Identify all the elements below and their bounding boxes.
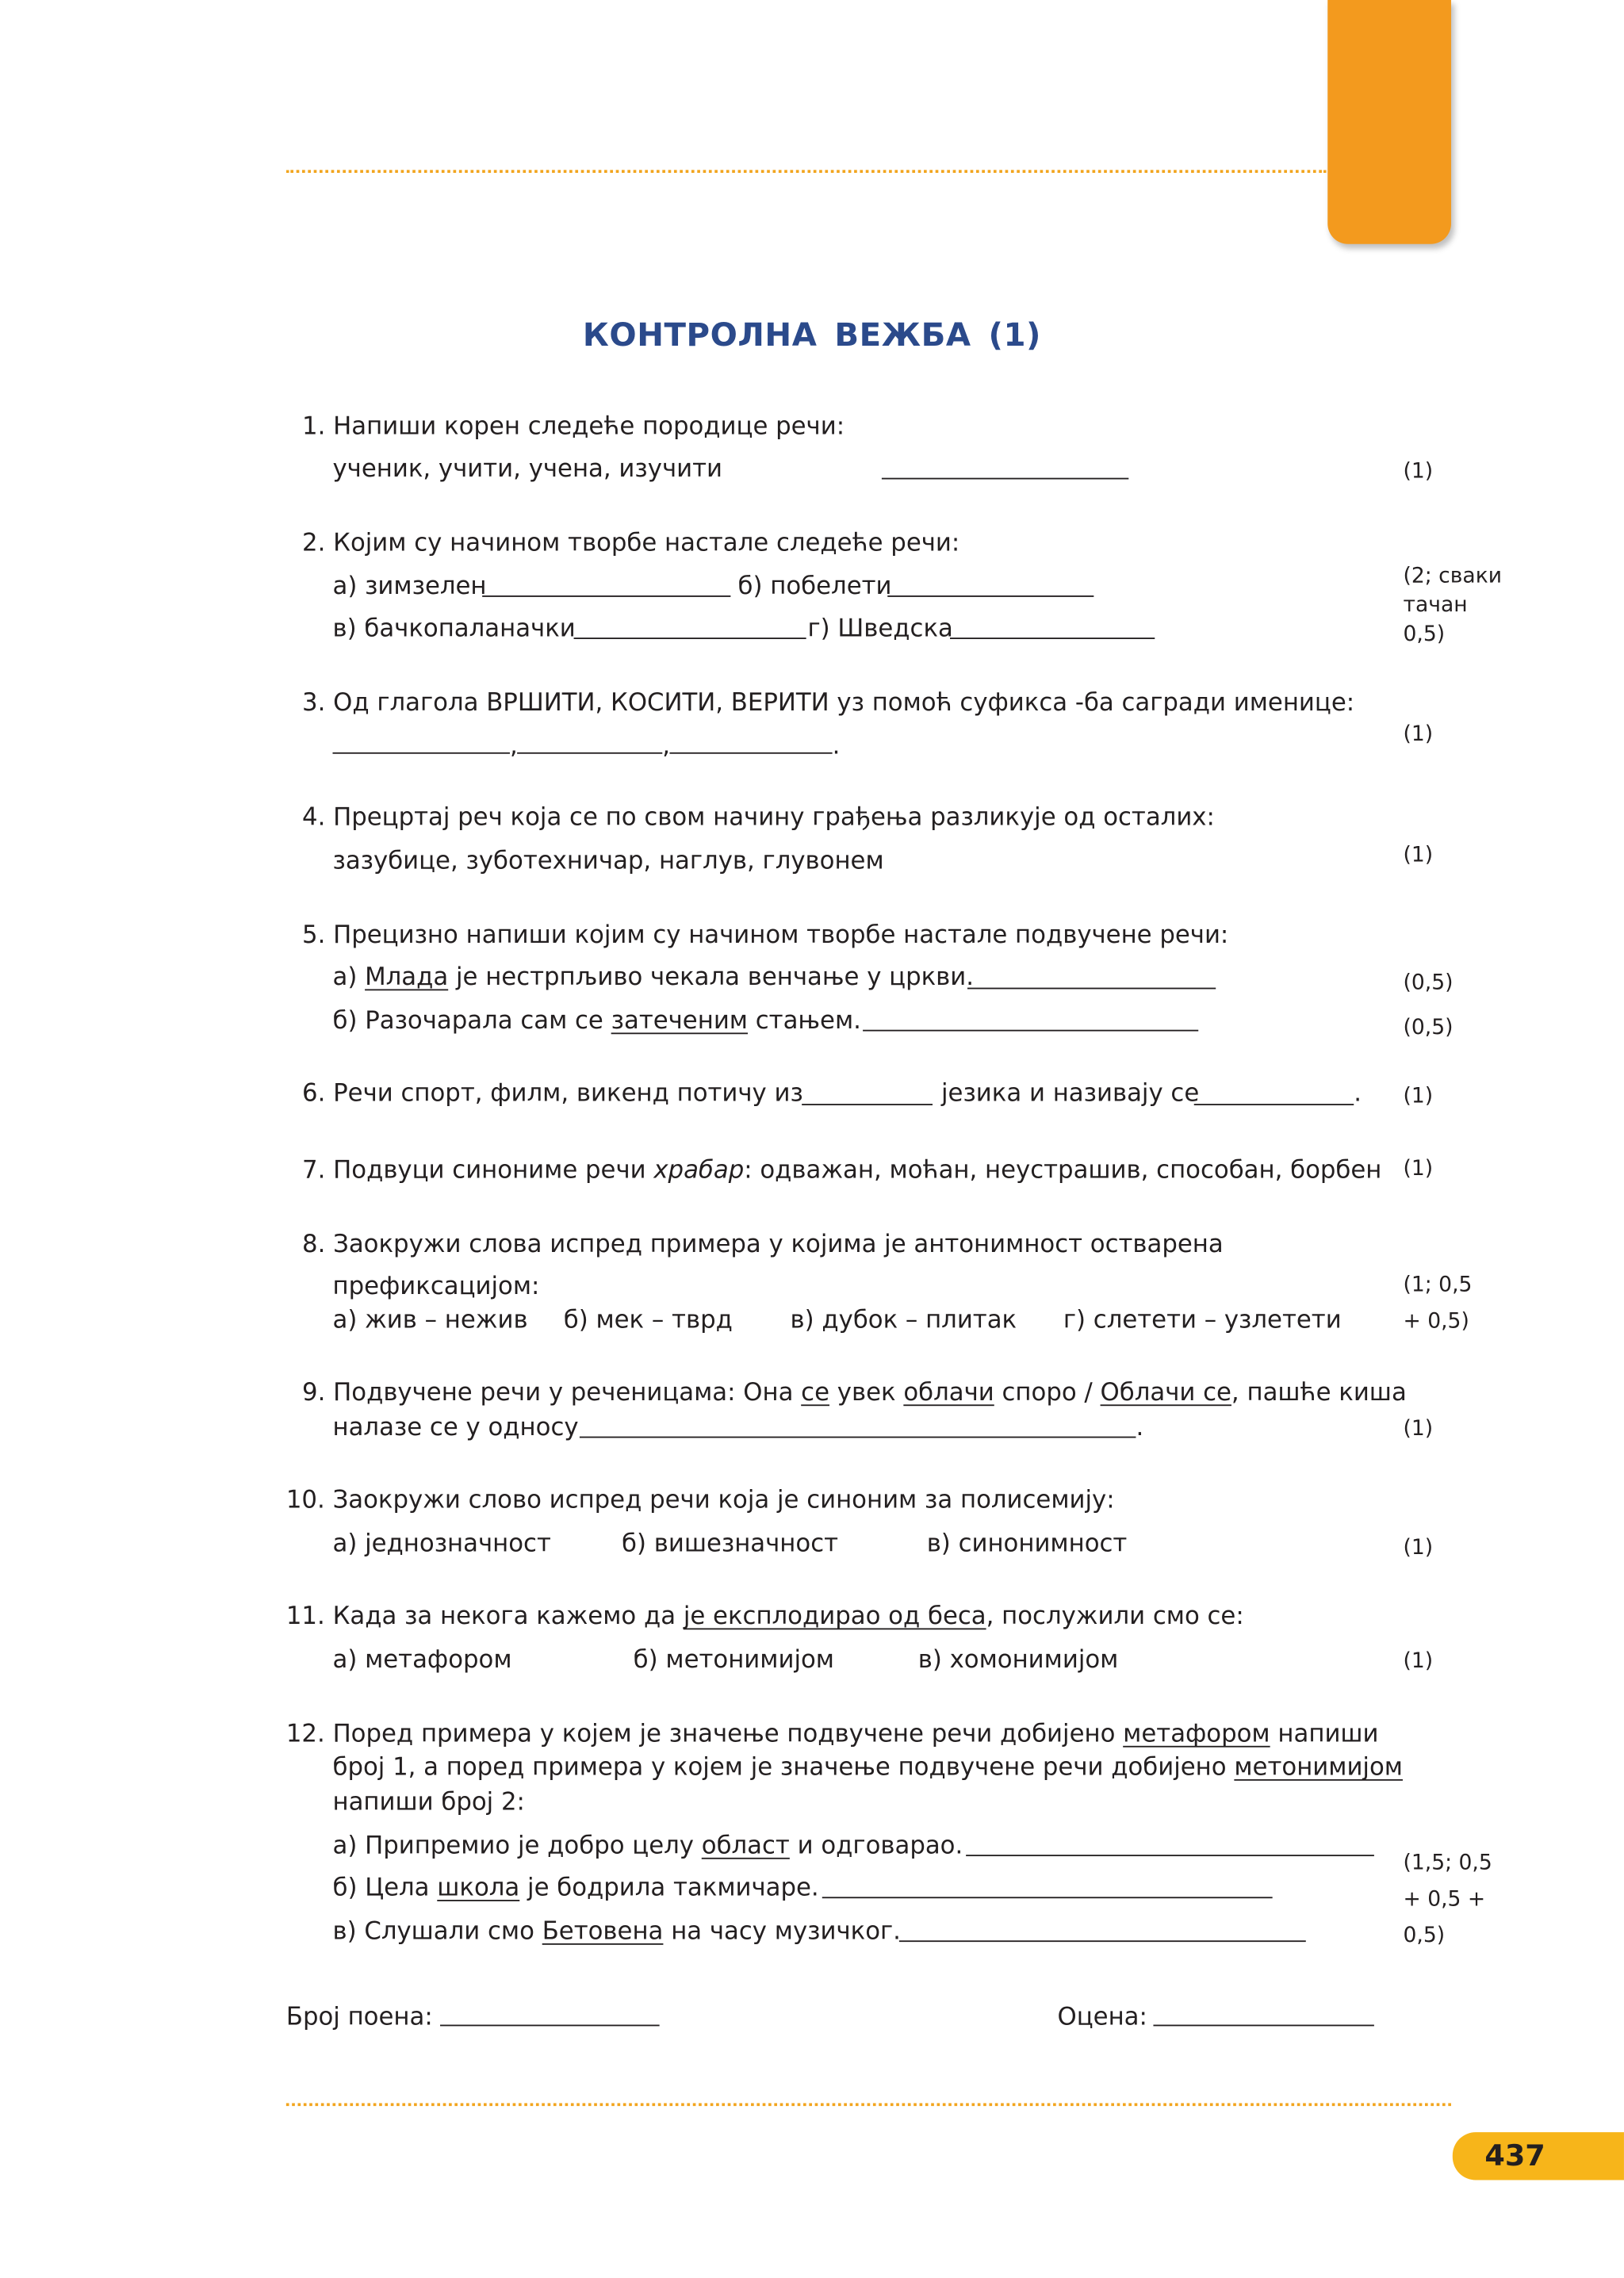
q3-blank-2[interactable]: [517, 752, 662, 754]
q2-points-3: 0,5): [1403, 622, 1446, 647]
q7-points: (1): [1403, 1157, 1434, 1181]
q2-blank-v[interactable]: [574, 637, 806, 639]
q2-blank-g[interactable]: [950, 637, 1155, 639]
top-dotted-rule: [286, 170, 1327, 173]
q5-blank-a[interactable]: [967, 988, 1216, 990]
q11-option-v[interactable]: в) хомонимијом: [917, 1644, 1119, 1674]
q12-text-line3: напиши број 2:: [332, 1786, 525, 1816]
q4-points: (1): [1403, 844, 1434, 867]
q8-text-line2: префиксацијом:: [332, 1270, 540, 1300]
q11-option-a[interactable]: а) метафором: [332, 1644, 512, 1674]
q12-points-3: 0,5): [1403, 1924, 1446, 1948]
q8-points-2: + 0,5): [1403, 1310, 1469, 1334]
q2-text: 2. Којим су начином творбе настале следеће речи:: [302, 526, 960, 557]
q12-points-2: + 0,5 +: [1403, 1888, 1486, 1912]
q9-blank[interactable]: [580, 1437, 1136, 1438]
q10-points: (1): [1403, 1537, 1434, 1560]
q8-points-1: (1; 0,5: [1403, 1273, 1473, 1297]
q5-points-a: (0,5): [1403, 971, 1454, 995]
q5-sentence-b: б) Разочарала сам се затеченим стањем.: [332, 1005, 861, 1035]
q6-blank-1[interactable]: [802, 1104, 933, 1105]
page-title: КОНТРОЛНА ВЕЖБА (1): [582, 318, 1042, 354]
q8-option-b[interactable]: б) мек – тврд: [563, 1304, 733, 1334]
q9-points: (1): [1403, 1417, 1434, 1441]
q8-option-v[interactable]: в) дубок – плитак: [790, 1304, 1017, 1334]
q1-words: ученик, учити, учена, изучити: [332, 453, 722, 483]
q12-blank-a[interactable]: [966, 1855, 1374, 1856]
q2-points-2: тачан: [1403, 594, 1468, 618]
page-number: 437: [1484, 2138, 1545, 2173]
q9-text: 9. Подвучене речи у реченицама: Она се увек облачи споро / Облачи се, пашће киша: [302, 1376, 1407, 1407]
q5-points-b: (0,5): [1403, 1016, 1454, 1040]
q10-option-b[interactable]: б) вишезначност: [622, 1528, 839, 1557]
q5-blank-b[interactable]: [863, 1030, 1198, 1032]
q3-comma-2: ,: [662, 730, 671, 760]
q10-option-v[interactable]: в) синонимност: [926, 1528, 1128, 1557]
q11-option-b[interactable]: б) метонимијом: [633, 1644, 834, 1674]
q3-period: .: [832, 730, 841, 760]
q12-sentence-v: в) Слушали смо Бетовена на часу музичког.: [332, 1916, 901, 1945]
q10-option-a[interactable]: а) једнозначност: [332, 1528, 551, 1557]
q2-option-v: в) бачкопаланачки: [332, 613, 576, 642]
q5-sentence-a: а) Млада је нестрпљиво чекала венчање у цркви.: [332, 961, 975, 991]
q12-points-1: (1,5; 0,5: [1403, 1851, 1492, 1875]
score-field[interactable]: [440, 2025, 660, 2027]
q11-text: 11. Када за некога кажемо да је експлодирао од беса, послужили смо се:: [285, 1600, 1244, 1630]
bottom-dotted-rule: [286, 2103, 1451, 2106]
q2-option-g: г) Шведска: [807, 613, 953, 642]
q6-blank-2[interactable]: [1194, 1104, 1354, 1105]
q8-option-a[interactable]: а) жив – нежив: [332, 1304, 528, 1334]
q4-words[interactable]: зазубице, зуботехничар, наглув, глувонем: [332, 845, 884, 875]
q2-option-b: б) побелети: [737, 570, 892, 600]
q1-points: (1): [1403, 460, 1434, 484]
q12-blank-v[interactable]: [899, 1940, 1306, 1942]
q6-period: .: [1354, 1078, 1362, 1107]
q3-blank-3[interactable]: [669, 752, 832, 754]
q2-option-a: а) зимзелен: [332, 570, 487, 600]
q11-points: (1): [1403, 1649, 1434, 1674]
q10-text: 10. Заокружи слово испред речи која је синоним за полисемију:: [285, 1484, 1115, 1514]
q2-points-1: (2; сваки: [1403, 565, 1503, 588]
score-label: Број поена:: [285, 2001, 433, 2031]
q3-text: 3. Од глагола ВРШИТИ, КОСИТИ, ВЕРИТИ уз помоћ суфикса -ба сагради именице:: [302, 687, 1355, 717]
q9-text-line2: налазе се у односу: [332, 1411, 579, 1441]
chapter-tab: [1327, 0, 1451, 244]
q3-comma-1: ,: [509, 730, 518, 760]
q12-sentence-b: б) Цела школа је бодрила такмичаре.: [332, 1872, 819, 1901]
q6-text-end: језика и називају се: [941, 1078, 1200, 1107]
q12-blank-b[interactable]: [822, 1897, 1273, 1898]
q1-text: 1. Напиши корен следеће породице речи:: [302, 411, 845, 441]
q2-blank-b[interactable]: [887, 595, 1094, 597]
q2-blank-a[interactable]: [482, 595, 730, 597]
q1-answer-blank[interactable]: [882, 478, 1128, 480]
q5-text: 5. Прецизно напиши којим су начином творбе настале подвучене речи:: [302, 919, 1229, 949]
q7-text: 7. Подвуци синониме речи храбар: одважан, моћан, неустрашив, способан, борбен: [302, 1154, 1382, 1184]
q9-period: .: [1136, 1411, 1144, 1441]
q12-sentence-a: а) Припремио је добро целу област и одговарао.: [332, 1830, 963, 1859]
q12-text-line2: број 1, а поред примера у којем је значење подвучене речи добијено метонимијом: [332, 1752, 1403, 1781]
q3-points: (1): [1403, 723, 1434, 747]
q8-text: 8. Заокружи слова испред примера у којима је антонимност остварена: [302, 1228, 1224, 1258]
q8-option-g[interactable]: г) слетети – узлетети: [1063, 1304, 1342, 1334]
grade-field[interactable]: [1153, 2025, 1373, 2027]
grade-label: Оцена:: [1057, 2001, 1147, 2031]
q6-points: (1): [1403, 1085, 1434, 1108]
q3-blank-1[interactable]: [332, 752, 509, 754]
q4-text: 4. Прецртај реч која се по свом начину грађења разликује од осталих:: [302, 802, 1215, 831]
q6-text-start: 6. Речи спорт, филм, викенд потичу из: [302, 1078, 803, 1107]
q12-text: 12. Поред примера у којем је значење подвучене речи добијено метафором напиши: [285, 1718, 1379, 1748]
